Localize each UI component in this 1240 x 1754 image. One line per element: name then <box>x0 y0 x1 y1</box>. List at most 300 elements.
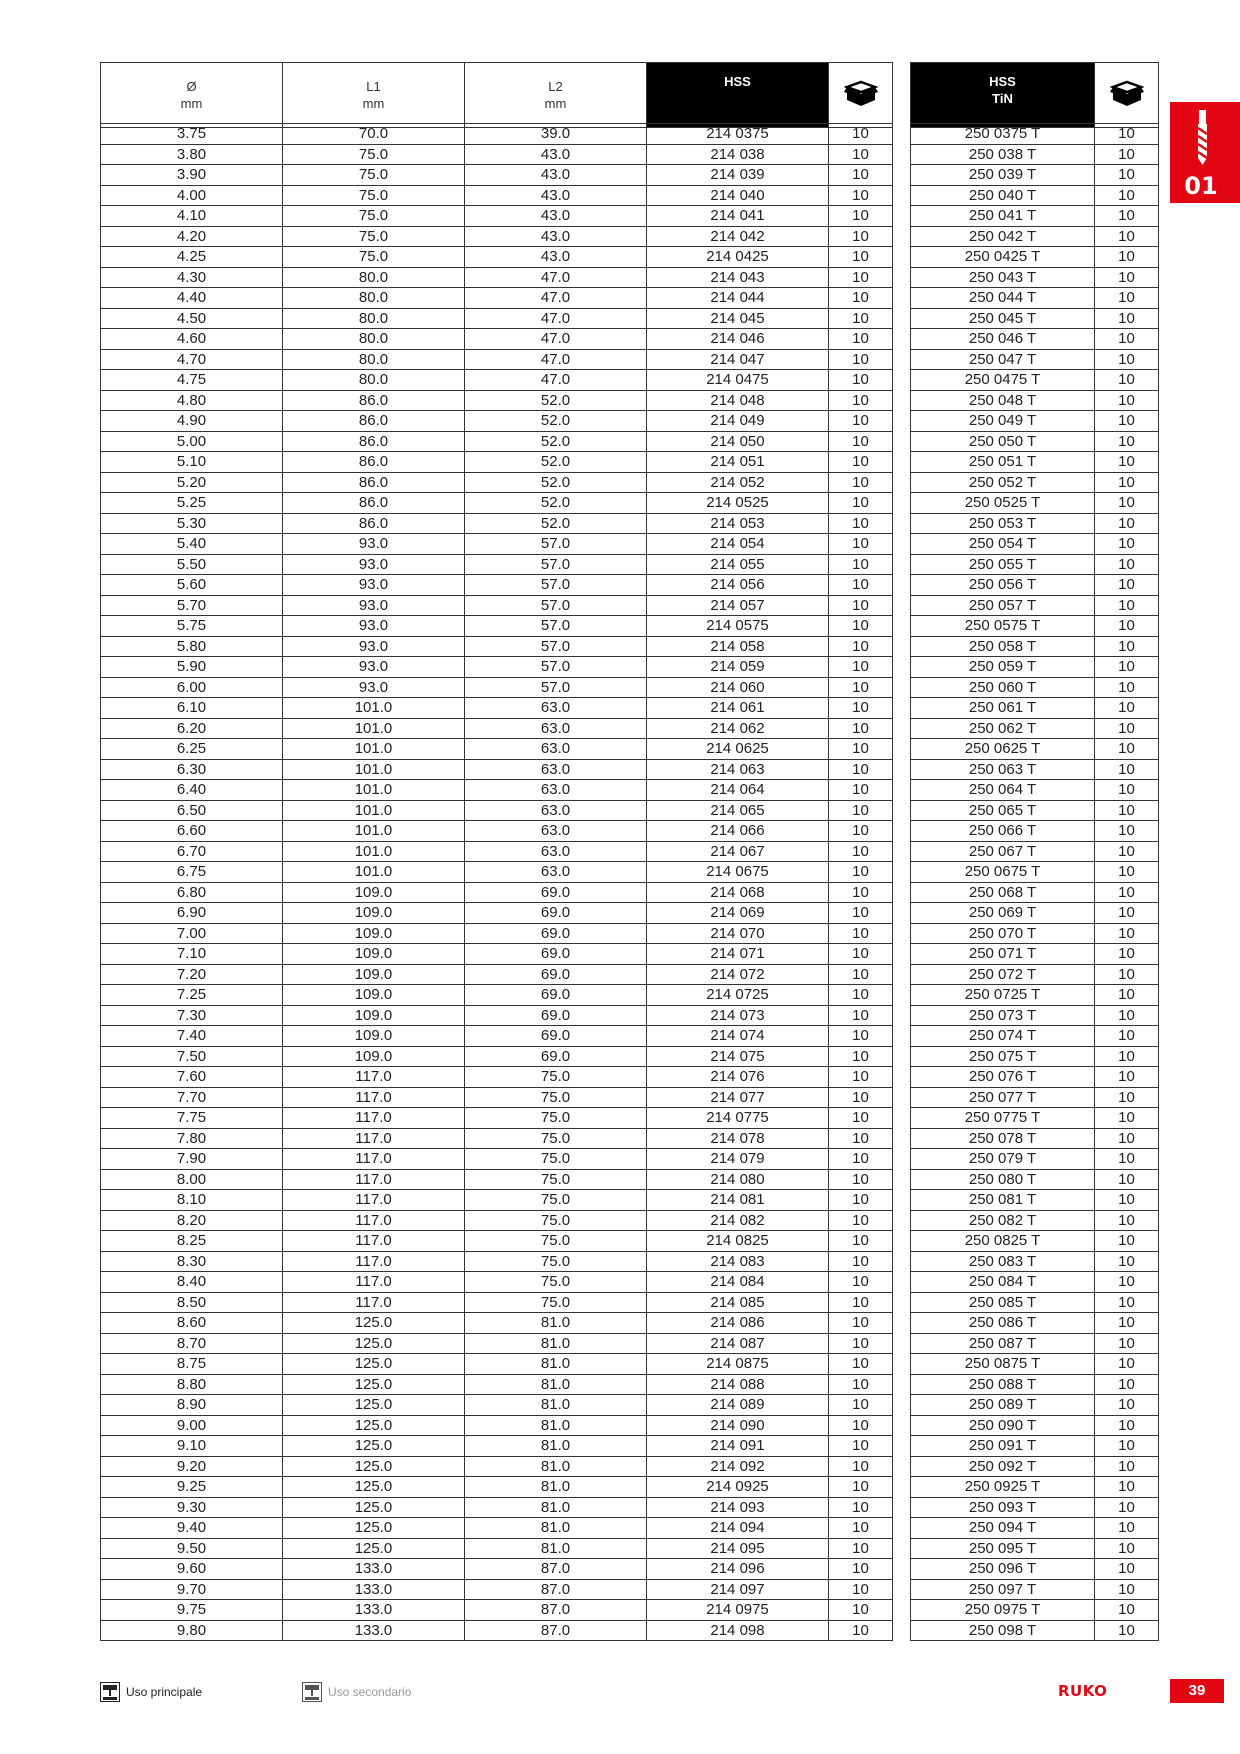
cell-l2: 47.0 <box>465 267 647 288</box>
cell-l2: 63.0 <box>465 759 647 780</box>
cell-hss-code: 214 0575 <box>647 616 829 637</box>
table-row <box>911 1436 1159 1457</box>
cell-l2: 69.0 <box>465 1046 647 1067</box>
cell-hss-code: 214 085 <box>647 1292 829 1313</box>
cell-hss-qty: 10 <box>829 1313 893 1334</box>
cell-hss-qty: 10 <box>829 800 893 821</box>
cell-tin-qty: 10 <box>1095 431 1159 452</box>
cell-l1: 109.0 <box>283 985 465 1006</box>
table-row <box>101 1190 893 1211</box>
cell-l2: 43.0 <box>465 144 647 165</box>
cell-tin-qty: 10 <box>1095 185 1159 206</box>
table-row <box>101 1579 893 1600</box>
cell-tin-qty: 10 <box>1095 390 1159 411</box>
cell-tin-qty: 10 <box>1095 800 1159 821</box>
cell-diameter: 6.70 <box>101 841 283 862</box>
cell-diameter: 7.90 <box>101 1149 283 1170</box>
cell-tin-qty: 10 <box>1095 780 1159 801</box>
cell-diameter: 7.25 <box>101 985 283 1006</box>
cell-tin-qty: 10 <box>1095 1149 1159 1170</box>
cell-diameter: 8.90 <box>101 1395 283 1416</box>
cell-l1: 125.0 <box>283 1395 465 1416</box>
table-row <box>911 1354 1159 1375</box>
cell-hss-qty: 10 <box>829 1026 893 1047</box>
col-header-hss-tin <box>911 63 1095 128</box>
cell-l2: 39.0 <box>465 124 647 145</box>
cell-hss-qty: 10 <box>829 1395 893 1416</box>
cell-l1: 109.0 <box>283 964 465 985</box>
cell-tin-code: 250 0975 T <box>911 1600 1095 1621</box>
cell-diameter: 6.80 <box>101 882 283 903</box>
table-row <box>911 821 1159 842</box>
table-row <box>911 1005 1159 1026</box>
cell-hss-qty: 10 <box>829 575 893 596</box>
table-row <box>101 1559 893 1580</box>
cell-hss-qty: 10 <box>829 349 893 370</box>
cell-hss-code: 214 098 <box>647 1620 829 1641</box>
cell-hss-qty: 10 <box>829 780 893 801</box>
cell-l2: 81.0 <box>465 1374 647 1395</box>
cell-tin-qty: 10 <box>1095 349 1159 370</box>
cell-hss-qty: 10 <box>829 308 893 329</box>
table-row <box>911 964 1159 985</box>
cell-hss-qty: 10 <box>829 1354 893 1375</box>
table-row <box>911 431 1159 452</box>
cell-l1: 133.0 <box>283 1559 465 1580</box>
cell-hss-qty: 10 <box>829 370 893 391</box>
cell-tin-code: 250 060 T <box>911 677 1095 698</box>
cell-l1: 117.0 <box>283 1108 465 1129</box>
cell-hss-code: 214 041 <box>647 206 829 227</box>
cell-l2: 87.0 <box>465 1600 647 1621</box>
cell-diameter: 3.80 <box>101 144 283 165</box>
cell-tin-code: 250 063 T <box>911 759 1095 780</box>
cell-hss-qty: 10 <box>829 1456 893 1477</box>
legend-secondary-use <box>302 1681 411 1703</box>
cell-hss-qty: 10 <box>829 288 893 309</box>
table-row <box>911 1292 1159 1313</box>
cell-diameter: 4.60 <box>101 329 283 350</box>
cell-diameter: 3.90 <box>101 165 283 186</box>
cell-l2: 63.0 <box>465 698 647 719</box>
cell-hss-code: 214 047 <box>647 349 829 370</box>
cell-hss-qty: 10 <box>829 267 893 288</box>
cell-hss-code: 214 091 <box>647 1436 829 1457</box>
table-row <box>101 780 893 801</box>
cell-tin-qty: 10 <box>1095 411 1159 432</box>
table-row <box>101 247 893 268</box>
cell-tin-code: 250 047 T <box>911 349 1095 370</box>
cell-tin-code: 250 052 T <box>911 472 1095 493</box>
cell-l1: 93.0 <box>283 534 465 555</box>
cell-hss-qty: 10 <box>829 841 893 862</box>
cell-hss-code: 214 082 <box>647 1210 829 1231</box>
cell-diameter: 9.75 <box>101 1600 283 1621</box>
cell-hss-code: 214 0925 <box>647 1477 829 1498</box>
cell-l1: 117.0 <box>283 1128 465 1149</box>
cell-hss-qty: 10 <box>829 1231 893 1252</box>
cell-l1: 75.0 <box>283 226 465 247</box>
table-row <box>911 534 1159 555</box>
table-row <box>911 698 1159 719</box>
cell-tin-qty: 10 <box>1095 554 1159 575</box>
table-row <box>101 124 893 145</box>
cell-tin-qty: 10 <box>1095 1415 1159 1436</box>
cell-hss-qty: 10 <box>829 1005 893 1026</box>
table-row <box>911 1374 1159 1395</box>
table-row <box>911 1231 1159 1252</box>
cell-hss-code: 214 071 <box>647 944 829 965</box>
cell-hss-qty: 10 <box>829 1415 893 1436</box>
table-row <box>911 452 1159 473</box>
cell-tin-code: 250 051 T <box>911 452 1095 473</box>
cell-diameter: 6.10 <box>101 698 283 719</box>
table-row <box>911 1128 1159 1149</box>
cell-l2: 63.0 <box>465 780 647 801</box>
cell-l2: 47.0 <box>465 308 647 329</box>
cell-tin-code: 250 042 T <box>911 226 1095 247</box>
cell-tin-qty: 10 <box>1095 165 1159 186</box>
cell-hss-qty: 10 <box>829 1087 893 1108</box>
cell-hss-qty: 10 <box>829 1600 893 1621</box>
cell-l1: 117.0 <box>283 1087 465 1108</box>
cell-diameter: 4.70 <box>101 349 283 370</box>
cell-l1: 93.0 <box>283 575 465 596</box>
table-row <box>101 165 893 186</box>
cell-tin-qty: 10 <box>1095 1169 1159 1190</box>
cell-hss-code: 214 0675 <box>647 862 829 883</box>
table-row <box>911 636 1159 657</box>
cell-tin-code: 250 071 T <box>911 944 1095 965</box>
cell-tin-code: 250 061 T <box>911 698 1095 719</box>
cell-l1: 117.0 <box>283 1190 465 1211</box>
cell-tin-code: 250 079 T <box>911 1149 1095 1170</box>
cell-hss-code: 214 056 <box>647 575 829 596</box>
cell-hss-qty: 10 <box>829 554 893 575</box>
table-row <box>911 677 1159 698</box>
cell-l2: 69.0 <box>465 923 647 944</box>
cell-hss-qty: 10 <box>829 1067 893 1088</box>
cell-diameter: 9.50 <box>101 1538 283 1559</box>
cell-tin-code: 250 087 T <box>911 1333 1095 1354</box>
cell-l2: 69.0 <box>465 903 647 924</box>
cell-hss-code: 214 0975 <box>647 1600 829 1621</box>
legend-secondary-label: Uso secondario <box>328 1685 412 1699</box>
cell-hss-code: 214 058 <box>647 636 829 657</box>
cell-hss-qty: 10 <box>829 862 893 883</box>
cell-l1: 93.0 <box>283 657 465 678</box>
cell-tin-qty: 10 <box>1095 1313 1159 1334</box>
cell-tin-code: 250 098 T <box>911 1620 1095 1641</box>
cell-tin-code: 250 068 T <box>911 882 1095 903</box>
cell-l1: 117.0 <box>283 1251 465 1272</box>
cell-hss-code: 214 046 <box>647 329 829 350</box>
cell-tin-qty: 10 <box>1095 370 1159 391</box>
cell-tin-code: 250 049 T <box>911 411 1095 432</box>
cell-l2: 75.0 <box>465 1169 647 1190</box>
cell-l2: 81.0 <box>465 1436 647 1457</box>
cell-l2: 69.0 <box>465 964 647 985</box>
cell-hss-code: 214 052 <box>647 472 829 493</box>
table-row <box>101 1067 893 1088</box>
cell-tin-qty: 10 <box>1095 1374 1159 1395</box>
cell-l2: 75.0 <box>465 1087 647 1108</box>
cell-tin-code: 250 086 T <box>911 1313 1095 1334</box>
cell-l2: 52.0 <box>465 493 647 514</box>
cell-diameter: 4.40 <box>101 288 283 309</box>
table-row <box>911 513 1159 534</box>
cell-hss-qty: 10 <box>829 923 893 944</box>
col-header-pack-left <box>829 63 893 128</box>
cell-tin-code: 250 073 T <box>911 1005 1095 1026</box>
cell-tin-qty: 10 <box>1095 1436 1159 1457</box>
cell-tin-code: 250 0725 T <box>911 985 1095 1006</box>
cell-hss-qty: 10 <box>829 247 893 268</box>
cell-l2: 81.0 <box>465 1497 647 1518</box>
cell-l2: 75.0 <box>465 1292 647 1313</box>
cell-diameter: 4.75 <box>101 370 283 391</box>
table-row <box>911 657 1159 678</box>
cell-l1: 86.0 <box>283 493 465 514</box>
table-row <box>101 1456 893 1477</box>
cell-hss-qty: 10 <box>829 1333 893 1354</box>
cell-tin-code: 250 091 T <box>911 1436 1095 1457</box>
table-row <box>911 554 1159 575</box>
cell-tin-code: 250 096 T <box>911 1559 1095 1580</box>
cell-hss-code: 214 038 <box>647 144 829 165</box>
table-row <box>911 1190 1159 1211</box>
cell-l2: 63.0 <box>465 718 647 739</box>
cell-l1: 86.0 <box>283 513 465 534</box>
cell-l1: 93.0 <box>283 595 465 616</box>
cell-l2: 57.0 <box>465 636 647 657</box>
table-row <box>911 247 1159 268</box>
cell-l2: 69.0 <box>465 882 647 903</box>
cell-l2: 81.0 <box>465 1518 647 1539</box>
cell-l1: 133.0 <box>283 1620 465 1641</box>
table-row <box>101 903 893 924</box>
cell-tin-code: 250 081 T <box>911 1190 1095 1211</box>
cell-l2: 75.0 <box>465 1251 647 1272</box>
table-row <box>911 1415 1159 1436</box>
cell-tin-qty: 10 <box>1095 144 1159 165</box>
cell-l2: 57.0 <box>465 657 647 678</box>
cell-tin-qty: 10 <box>1095 1251 1159 1272</box>
cell-hss-code: 214 084 <box>647 1272 829 1293</box>
cell-tin-code: 250 077 T <box>911 1087 1095 1108</box>
cell-l1: 109.0 <box>283 1005 465 1026</box>
col-header-hss-label: HSS <box>724 74 751 89</box>
cell-hss-qty: 10 <box>829 124 893 145</box>
cell-l1: 93.0 <box>283 636 465 657</box>
cell-l2: 57.0 <box>465 595 647 616</box>
cell-hss-code: 214 070 <box>647 923 829 944</box>
cell-tin-code: 250 078 T <box>911 1128 1095 1149</box>
cell-diameter: 7.80 <box>101 1128 283 1149</box>
cell-hss-code: 214 089 <box>647 1395 829 1416</box>
cell-hss-code: 214 0775 <box>647 1108 829 1129</box>
cell-l1: 86.0 <box>283 411 465 432</box>
table-row <box>101 411 893 432</box>
table-row <box>911 226 1159 247</box>
cell-hss-code: 214 053 <box>647 513 829 534</box>
cell-hss-qty: 10 <box>829 698 893 719</box>
table-row <box>911 903 1159 924</box>
table-row <box>101 1620 893 1641</box>
cell-tin-qty: 10 <box>1095 1005 1159 1026</box>
table-row <box>101 554 893 575</box>
cell-l2: 81.0 <box>465 1313 647 1334</box>
table-row <box>101 452 893 473</box>
cell-tin-code: 250 0925 T <box>911 1477 1095 1498</box>
cell-l2: 75.0 <box>465 1128 647 1149</box>
cell-hss-qty: 10 <box>829 616 893 637</box>
cell-l1: 80.0 <box>283 349 465 370</box>
cell-tin-qty: 10 <box>1095 1333 1159 1354</box>
cell-tin-qty: 10 <box>1095 1497 1159 1518</box>
cell-hss-qty: 10 <box>829 1190 893 1211</box>
cell-tin-code: 250 062 T <box>911 718 1095 739</box>
cell-hss-qty: 10 <box>829 452 893 473</box>
cell-diameter: 6.50 <box>101 800 283 821</box>
cell-hss-code: 214 044 <box>647 288 829 309</box>
cell-l1: 80.0 <box>283 329 465 350</box>
cell-l2: 69.0 <box>465 985 647 1006</box>
cell-diameter: 4.90 <box>101 411 283 432</box>
cell-tin-qty: 10 <box>1095 1067 1159 1088</box>
cell-diameter: 4.20 <box>101 226 283 247</box>
cell-hss-code: 214 076 <box>647 1067 829 1088</box>
cell-diameter: 8.70 <box>101 1333 283 1354</box>
cell-hss-qty: 10 <box>829 1518 893 1539</box>
table-row <box>911 288 1159 309</box>
table-row <box>101 985 893 1006</box>
cell-l2: 47.0 <box>465 329 647 350</box>
cell-tin-code: 250 0825 T <box>911 1231 1095 1252</box>
cell-hss-code: 214 059 <box>647 657 829 678</box>
cell-hss-code: 214 063 <box>647 759 829 780</box>
cell-diameter: 7.70 <box>101 1087 283 1108</box>
cell-hss-code: 214 039 <box>647 165 829 186</box>
cell-hss-code: 214 0475 <box>647 370 829 391</box>
table-row <box>101 513 893 534</box>
table-row <box>101 1210 893 1231</box>
table-row <box>101 1600 893 1621</box>
cell-l2: 75.0 <box>465 1231 647 1252</box>
cell-tin-qty: 10 <box>1095 841 1159 862</box>
cell-l2: 47.0 <box>465 370 647 391</box>
cell-tin-qty: 10 <box>1095 903 1159 924</box>
cell-hss-code: 214 049 <box>647 411 829 432</box>
table-row <box>101 677 893 698</box>
table-row <box>911 1149 1159 1170</box>
table-row <box>101 1087 893 1108</box>
cell-tin-code: 250 055 T <box>911 554 1095 575</box>
table-row <box>101 923 893 944</box>
data-table-left <box>100 123 893 1641</box>
table-row <box>101 636 893 657</box>
cell-l1: 133.0 <box>283 1579 465 1600</box>
box-icon <box>844 78 878 108</box>
cell-tin-qty: 10 <box>1095 1456 1159 1477</box>
cell-tin-code: 250 0875 T <box>911 1354 1095 1375</box>
table-row <box>101 1415 893 1436</box>
cell-l1: 109.0 <box>283 944 465 965</box>
table-row <box>101 1518 893 1539</box>
col-header-hss <box>647 63 829 128</box>
cell-hss-code: 214 078 <box>647 1128 829 1149</box>
cell-hss-code: 214 067 <box>647 841 829 862</box>
cell-hss-code: 214 083 <box>647 1251 829 1272</box>
cell-diameter: 4.25 <box>101 247 283 268</box>
legend-primary-use <box>100 1681 202 1703</box>
cell-l2: 63.0 <box>465 821 647 842</box>
cell-hss-code: 214 073 <box>647 1005 829 1026</box>
cell-hss-code: 214 061 <box>647 698 829 719</box>
cell-hss-qty: 10 <box>829 144 893 165</box>
cell-l2: 52.0 <box>465 431 647 452</box>
cell-diameter: 5.00 <box>101 431 283 452</box>
cell-diameter: 7.40 <box>101 1026 283 1047</box>
cell-hss-qty: 10 <box>829 821 893 842</box>
cell-diameter: 4.30 <box>101 267 283 288</box>
cell-tin-qty: 10 <box>1095 1231 1159 1252</box>
table-row <box>911 780 1159 801</box>
cell-tin-qty: 10 <box>1095 226 1159 247</box>
cell-tin-qty: 10 <box>1095 308 1159 329</box>
col-header-l1 <box>283 63 465 128</box>
cell-hss-qty: 10 <box>829 1579 893 1600</box>
cell-l1: 117.0 <box>283 1169 465 1190</box>
cell-hss-qty: 10 <box>829 1292 893 1313</box>
table-row <box>911 1497 1159 1518</box>
table-row <box>911 308 1159 329</box>
cell-hss-qty: 10 <box>829 411 893 432</box>
cell-diameter: 8.25 <box>101 1231 283 1252</box>
cell-l2: 87.0 <box>465 1559 647 1580</box>
cell-l1: 101.0 <box>283 718 465 739</box>
header-table-right <box>910 62 1159 128</box>
legend-primary-label: Uso principale <box>126 1685 203 1699</box>
col-header-hss-tin-line1: HSS <box>989 74 1016 89</box>
cell-tin-qty: 10 <box>1095 616 1159 637</box>
table-row <box>101 534 893 555</box>
cell-l2: 69.0 <box>465 944 647 965</box>
cell-diameter: 8.30 <box>101 1251 283 1272</box>
cell-l1: 125.0 <box>283 1436 465 1457</box>
chapter-number: 01 <box>1184 172 1218 200</box>
cell-tin-qty: 10 <box>1095 1190 1159 1211</box>
cell-l2: 57.0 <box>465 575 647 596</box>
table-row <box>101 1169 893 1190</box>
cell-diameter: 4.80 <box>101 390 283 411</box>
cell-l1: 125.0 <box>283 1477 465 1498</box>
table-row <box>911 1087 1159 1108</box>
cell-hss-qty: 10 <box>829 1620 893 1641</box>
cell-tin-code: 250 097 T <box>911 1579 1095 1600</box>
table-row <box>101 288 893 309</box>
drill-icon <box>1190 108 1214 166</box>
table-row <box>911 1559 1159 1580</box>
cell-diameter: 5.90 <box>101 657 283 678</box>
table-row <box>101 1477 893 1498</box>
cell-l2: 47.0 <box>465 288 647 309</box>
cell-tin-qty: 10 <box>1095 329 1159 350</box>
cell-tin-qty: 10 <box>1095 923 1159 944</box>
table-row <box>101 1231 893 1252</box>
cell-tin-qty: 10 <box>1095 1579 1159 1600</box>
cell-l2: 81.0 <box>465 1415 647 1436</box>
